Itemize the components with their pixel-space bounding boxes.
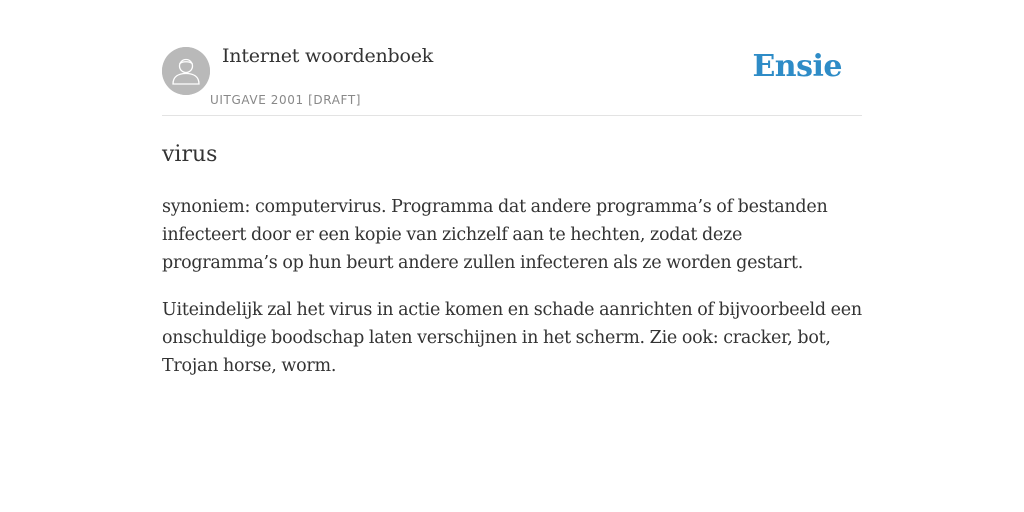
definition-paragraph: Uiteindelijk zal het virus in actie komen en schade aanrichten of bijvoorbeeld een onschuldige boodschap laten verschijnen in het scherm. Zie ook: cracker, bot, Trojan horse, worm.	[162, 300, 862, 376]
entry-definition	[162, 193, 862, 380]
edition-label: UITGAVE 2001 [DRAFT]	[210, 93, 362, 107]
user-icon	[162, 47, 210, 95]
site-title[interactable]: Internet woordenboek	[222, 45, 434, 67]
header	[162, 44, 862, 116]
avatar[interactable]	[162, 47, 210, 95]
entry-content	[162, 139, 862, 399]
entry-term: virus	[162, 142, 218, 167]
definition-paragraph: synoniem: computervirus. Programma dat andere programma’s of bestanden infecteert door er een kopie van zichzelf aan te hechten, zodat deze programma’s op hun beurt andere zullen infecteren als ze worden gestart.	[162, 197, 828, 273]
ensie-logo[interactable]: Ensie	[752, 49, 842, 84]
